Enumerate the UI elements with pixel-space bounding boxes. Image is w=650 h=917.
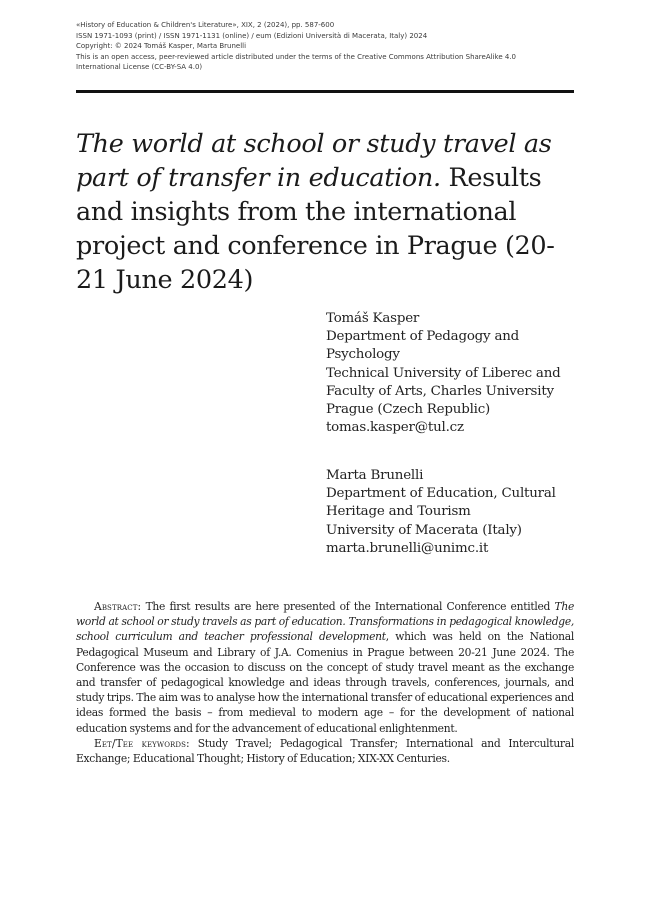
header-rule — [76, 90, 574, 93]
abstract-paragraph — [76, 599, 574, 736]
author-affiliation: Department of Education, Cultural — [326, 486, 556, 502]
keywords-text: Study Travel; Pedagogical Transfer; International and Intercultural Exchange; Educational Thought; History of Education; XIX-XX Centuries. — [76, 736, 574, 766]
journal-citation: «History of Education & Children's Literature», XIX, 2 (2024), pp. 587-600 — [76, 21, 335, 29]
abstract-text: , which was held on the National Pedagogical Museum and Library of J.A. Comenius in Prague between 20-21 June 2024. The Conference was the occasion to discuss on the concept of study travel meant as the exchange and transfer of pedagogical knowledge and ideas through travels, conferences, journals, and study trips. The aim was to analyse how the international transfer of educational experiences and ideas formed the basis – from medieval to modern age – for the development of national education systems and for the advancement of educational enlightenment. — [76, 630, 574, 735]
author-affiliation: Psychology — [326, 347, 400, 363]
issn-line: ISSN 1971-1093 (print) / ISSN 1971-1131 (online) / eum (Edizioni Università di Macerata, Italy) 2024 — [76, 31, 428, 40]
author-affiliation: University of Macerata (Italy) — [326, 522, 522, 538]
author-affiliation: Technical University of Liberec and — [326, 365, 561, 381]
keywords-paragraph — [76, 736, 574, 766]
article-title-roman: Results and insights from the international project and conference in Prague (20-21 June 2024) — [76, 163, 555, 295]
keywords-label: Eet/Tee keywords: — [94, 736, 190, 750]
author-affiliation: Faculty of Arts, Charles University — [326, 383, 554, 399]
author-affiliation: Department of Pedagogy and — [326, 329, 520, 345]
license-line: International License (CC-BY-SA 4.0) — [76, 63, 203, 71]
author-block-kasper — [326, 310, 586, 437]
license-line: This is an open access, peer-reviewed article distributed under the terms of the Creative Commons Attribution ShareAlike 4.0 — [76, 52, 516, 61]
copyright-line: Copyright: © 2024 Tomáš Kasper, Marta Brunelli — [76, 42, 247, 50]
author-name: Tomáš Kasper — [326, 311, 420, 326]
conference-title: The world at school or study travels as part of education. Transformations in pedagogical knowledge, school curriculum and teacher professional development — [76, 600, 574, 644]
article-title — [76, 127, 586, 297]
article-title-italic: The world at school or study travel as part of transfer in education. — [76, 129, 552, 193]
abstract-label: Abstract: — [94, 600, 142, 613]
author-block-brunelli — [326, 467, 586, 558]
author-email: tomas.kasper@tul.cz — [326, 420, 464, 436]
author-affiliation: Prague (Czech Republic) — [326, 402, 491, 418]
abstract-section — [76, 599, 574, 766]
author-name: Marta Brunelli — [326, 468, 424, 483]
journal-header — [76, 20, 576, 73]
author-email: marta.brunelli@unimc.it — [326, 540, 489, 556]
author-affiliation: Heritage and Tourism — [326, 504, 471, 520]
abstract-text: The first results are here presented of the International Conference entitled — [141, 600, 555, 613]
